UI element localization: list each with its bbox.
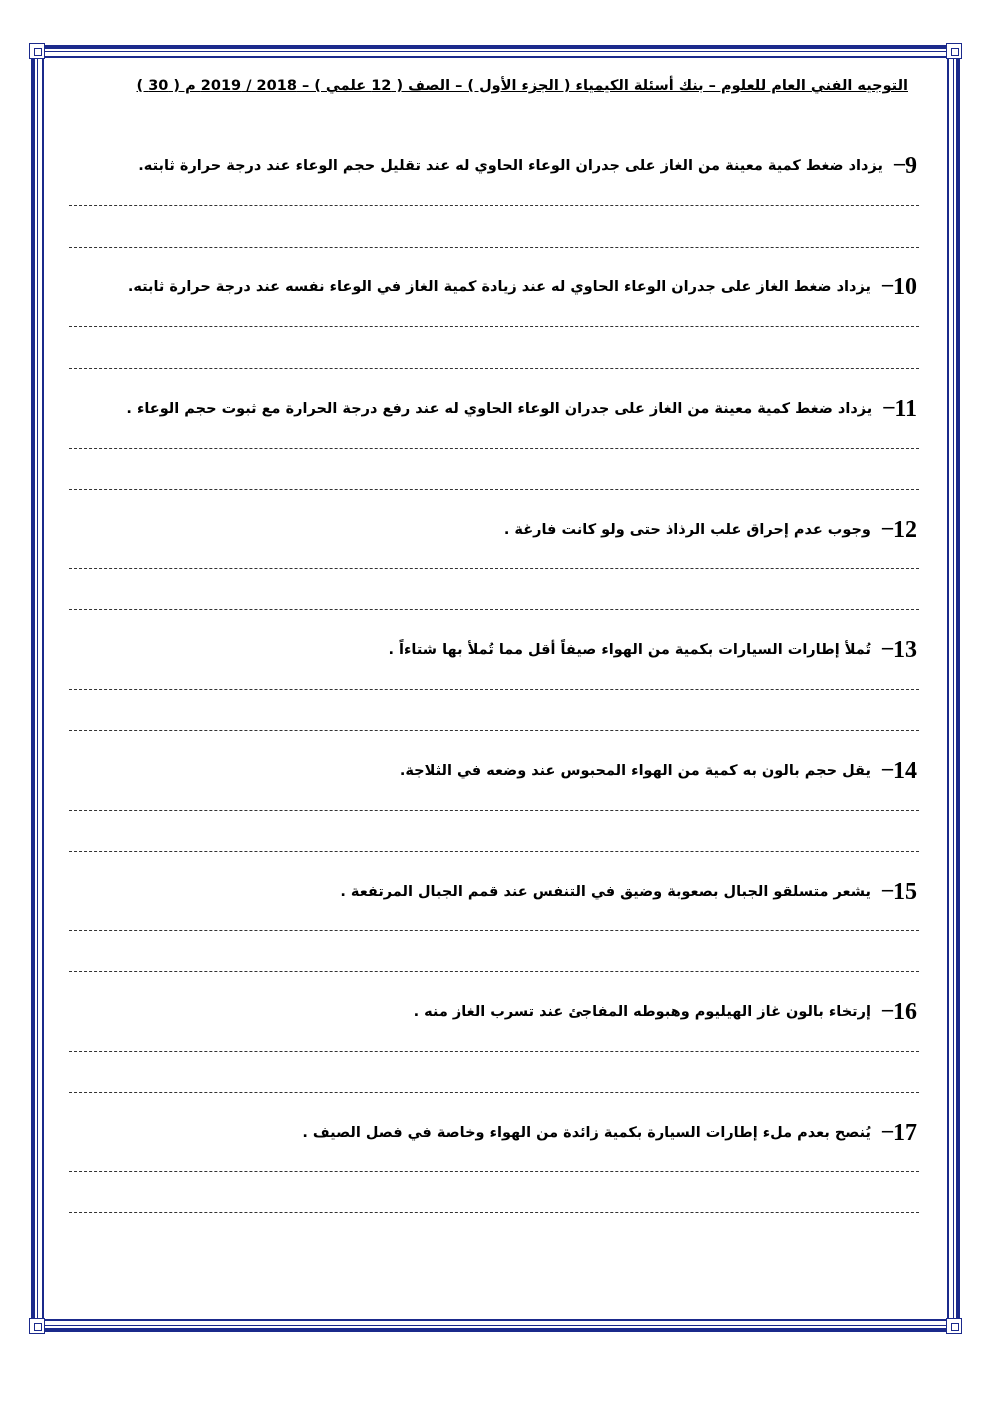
answer-line[interactable] — [69, 730, 919, 731]
answer-line[interactable] — [69, 326, 919, 327]
question-number: 16 — [893, 999, 917, 1025]
question-text: وجوب عدم إحراق علب الرذاذ حتى ولو كانت فارغة . — [503, 522, 871, 538]
question-number: 9 — [905, 153, 917, 179]
question-15: 15– يشعر متسلقو الجبال بصعوبة وضيق في التنفس عند قمم الجبال المرتفعة . — [340, 876, 917, 905]
answer-line[interactable] — [69, 810, 919, 811]
answer-line[interactable] — [69, 489, 919, 490]
question-text: تُملأ إطارات السيارات بكمية من الهواء صيفاً أقل مما تُملأ بها شتاءاً . — [388, 642, 871, 658]
question-9: 9– يزداد ضغط كمية معينة من الغاز على جدران الوعاء الحاوي له عند تقليل حجم الوعاء عند درجة حرارة ثابته. — [138, 150, 917, 179]
question-number: 11 — [894, 396, 917, 422]
question-17: 17– يُنصح بعدم ملء إطارات السيارة بكمية زائدة من الهواء وخاصة في فصل الصيف . — [302, 1117, 917, 1146]
answer-line[interactable] — [69, 1092, 919, 1093]
question-text: يُنصح بعدم ملء إطارات السيارة بكمية زائدة من الهواء وخاصة في فصل الصيف . — [302, 1125, 871, 1141]
answer-line[interactable] — [69, 448, 919, 449]
answer-line[interactable] — [69, 1171, 919, 1172]
question-text: يقل حجم بالون به كمية من الهواء المحبوس عند وضعه في الثلاجة. — [399, 763, 871, 779]
question-number: 14 — [893, 758, 917, 784]
corner-ornament-icon — [946, 43, 962, 59]
question-10: 10– يزداد ضغط الغاز على جدران الوعاء الحاوي له عند زيادة كمية الغاز في الوعاء نفسه عند درجة حرارة ثابته. — [127, 271, 917, 300]
question-number: 15 — [893, 879, 917, 905]
answer-line[interactable] — [69, 568, 919, 569]
answer-line[interactable] — [69, 930, 919, 931]
corner-ornament-icon — [946, 1318, 962, 1334]
question-text: يشعر متسلقو الجبال بصعوبة وضيق في التنفس عند قمم الجبال المرتفعة . — [340, 884, 871, 900]
corner-ornament-icon — [29, 1318, 45, 1334]
question-12: 12– وجوب عدم إحراق علب الرذاذ حتى ولو كانت فارغة . — [503, 514, 917, 543]
question-16: 16– إرتخاء بالون غاز الهيليوم وهبوطه المفاجئ عند تسرب الغاز منه . — [413, 996, 917, 1025]
answer-line[interactable] — [69, 689, 919, 690]
question-14: 14– يقل حجم بالون به كمية من الهواء المحبوس عند وضعه في الثلاجة. — [399, 755, 917, 784]
answer-line[interactable] — [69, 247, 919, 248]
answer-line[interactable] — [69, 609, 919, 610]
answer-line[interactable] — [69, 1212, 919, 1213]
question-text: يزداد ضغط الغاز على جدران الوعاء الحاوي له عند زيادة كمية الغاز في الوعاء نفسه عند درجة حرارة ثابته. — [127, 279, 871, 295]
corner-ornament-icon — [29, 43, 45, 59]
question-text: يزداد ضغط كمية معينة من الغاز على جدران الوعاء الحاوي له عند تقليل حجم الوعاء عند درجة حرارة ثابته. — [138, 158, 883, 174]
page-header: التوجيه الفني العام للعلوم – بنك أسئلة الكيمياء ( الجزء الأول ) – الصف ( 12 علمي ) – 2018 / 2019 م ( 30 ) — [136, 78, 908, 94]
answer-line[interactable] — [69, 1051, 919, 1052]
question-number: 10 — [893, 274, 917, 300]
question-number: 17 — [893, 1120, 917, 1146]
answer-line[interactable] — [69, 205, 919, 206]
question-text: يزداد ضغط كمية معينة من الغاز على جدران الوعاء الحاوي له عند رفع درجة الحرارة مع ثبوت حجم الوعاء . — [126, 401, 873, 417]
question-13: 13– تُملأ إطارات السيارات بكمية من الهواء صيفاً أقل مما تُملأ بها شتاءاً . — [388, 634, 917, 663]
question-11: 11– يزداد ضغط كمية معينة من الغاز على جدران الوعاء الحاوي له عند رفع درجة الحرارة مع ثبوت حجم الوعاء . — [126, 393, 917, 422]
question-number: 13 — [893, 637, 917, 663]
answer-line[interactable] — [69, 971, 919, 972]
answer-line[interactable] — [69, 851, 919, 852]
answer-line[interactable] — [69, 368, 919, 369]
question-number: 12 — [893, 517, 917, 543]
question-text: إرتخاء بالون غاز الهيليوم وهبوطه المفاجئ عند تسرب الغاز منه . — [413, 1004, 871, 1020]
